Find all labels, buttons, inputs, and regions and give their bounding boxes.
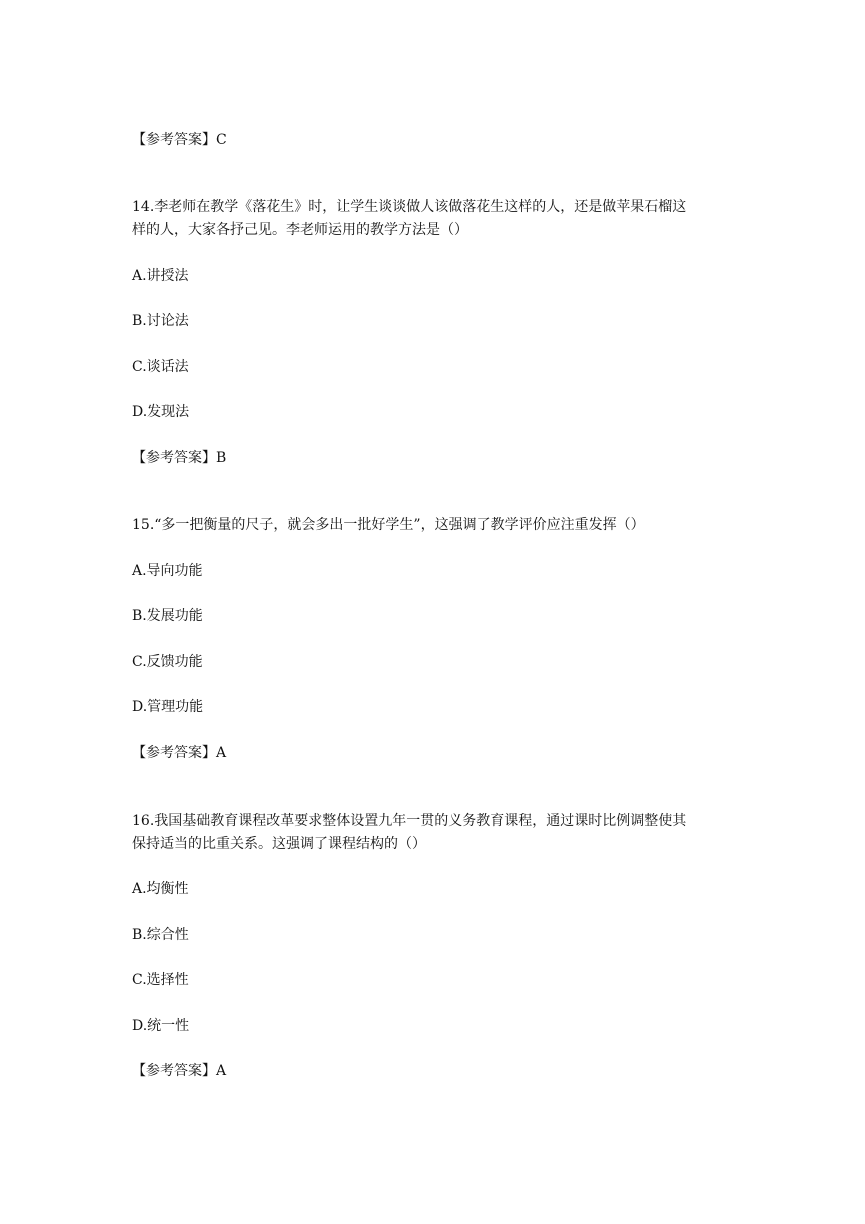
option-14-a: A.讲授法 [132, 268, 189, 284]
option-14-b: B.讨论法 [132, 313, 189, 329]
question-14-line-1: 14.李老师在教学《落花生》时，让学生谈谈做人该做落花生这样的人，还是做苹果石榴这 [132, 199, 687, 215]
option-15-b: B.发展功能 [132, 608, 203, 624]
answer-16: 【参考答案】A [132, 1063, 227, 1079]
answer-14: 【参考答案】B [132, 450, 227, 466]
answer-13: 【参考答案】C [132, 132, 227, 148]
option-16-a: A.均衡性 [132, 881, 189, 897]
option-16-b: B.综合性 [132, 927, 189, 943]
option-15-c: C.反馈功能 [132, 654, 203, 670]
option-16-c: C.选择性 [132, 972, 189, 988]
question-15-line-1: 15.“多一把衡量的尺子，就会多出一批好学生”，这强调了教学评价应注重发挥（） [132, 517, 645, 533]
question-16-line-2: 保持适当的比重关系。这强调了课程结构的（） [132, 836, 426, 852]
option-14-c: C.谈话法 [132, 359, 189, 375]
option-15-d: D.管理功能 [132, 699, 204, 715]
answer-15: 【参考答案】A [132, 745, 227, 761]
option-16-d: D.统一性 [132, 1018, 190, 1034]
question-16-line-1: 16.我国基础教育课程改革要求整体设置九年一贯的义务教育课程，通过课时比例调整使其 [132, 813, 687, 829]
option-15-a: A.导向功能 [132, 563, 203, 579]
option-14-d: D.发现法 [132, 404, 190, 420]
question-14-line-2: 样的人，大家各抒己见。李老师运用的教学方法是（） [132, 222, 468, 238]
